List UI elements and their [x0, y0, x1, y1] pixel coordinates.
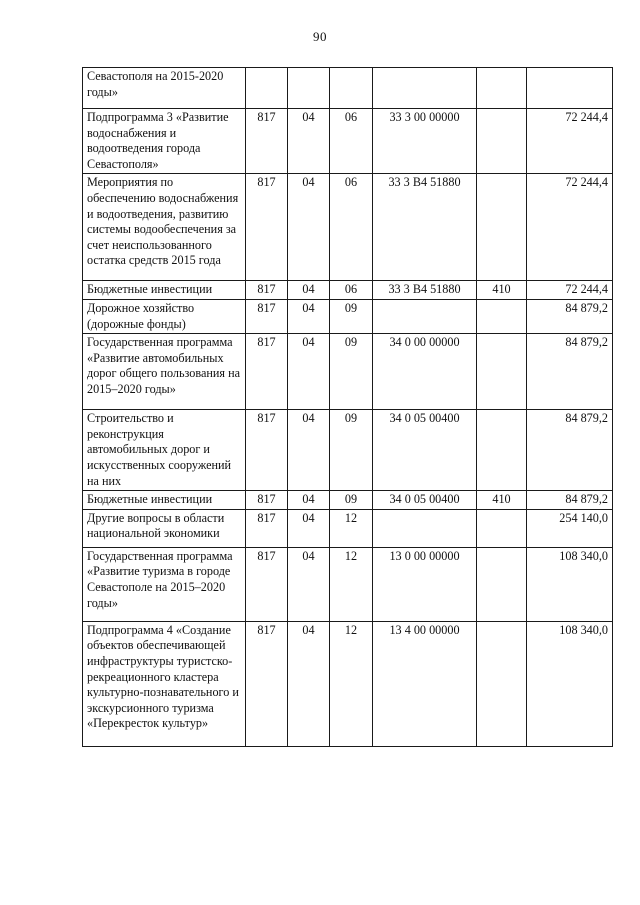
amount-cell: 84 879,2 [527, 299, 613, 333]
amount-cell: 108 340,0 [527, 621, 613, 746]
ministry-code-cell: 817 [246, 410, 288, 491]
target-article-cell [373, 509, 477, 547]
target-article-cell: 33 3 В4 51880 [373, 281, 477, 300]
item-name-cell: Бюджетные инвестиции [83, 491, 246, 510]
section-code-cell: 04 [288, 547, 330, 621]
amount-cell: 84 879,2 [527, 491, 613, 510]
table-row [83, 299, 613, 333]
section-code-cell: 04 [288, 621, 330, 746]
subsection-code-cell: 09 [330, 299, 373, 333]
expense-type-cell [477, 334, 527, 410]
section-code-cell: 04 [288, 109, 330, 174]
expense-type-cell [477, 174, 527, 281]
table-row [83, 334, 613, 410]
ministry-code-cell: 817 [246, 547, 288, 621]
amount-cell: 84 879,2 [527, 334, 613, 410]
page-number: 90 [313, 29, 327, 44]
budget-allocation-table [82, 67, 613, 747]
section-code-cell: 04 [288, 491, 330, 510]
expense-type-cell [477, 547, 527, 621]
amount-cell: 72 244,4 [527, 281, 613, 300]
expense-type-cell [477, 109, 527, 174]
item-name-cell: Дорожное хозяйство (дорожные фонды) [83, 299, 246, 333]
section-code-cell: 04 [288, 281, 330, 300]
section-code-cell: 04 [288, 334, 330, 410]
target-article-cell [373, 299, 477, 333]
subsection-code-cell: 12 [330, 547, 373, 621]
item-name-cell: Государственная программа «Развитие автомобильных дорог общего пользования на 2015–2020 годы» [83, 334, 246, 410]
subsection-code-cell: 06 [330, 281, 373, 300]
table-row [83, 491, 613, 510]
table-row [83, 621, 613, 746]
section-code-cell: 04 [288, 410, 330, 491]
section-code-cell: 04 [288, 174, 330, 281]
table-row [83, 509, 613, 547]
ministry-code-cell: 817 [246, 109, 288, 174]
expense-type-cell [477, 68, 527, 109]
item-name-cell: Севастополя на 2015-2020 годы» [83, 68, 246, 109]
target-article-cell: 13 4 00 00000 [373, 621, 477, 746]
amount-cell: 72 244,4 [527, 174, 613, 281]
target-article-cell: 34 0 05 00400 [373, 491, 477, 510]
ministry-code-cell: 817 [246, 299, 288, 333]
ministry-code-cell: 817 [246, 174, 288, 281]
table-row [83, 109, 613, 174]
ministry-code-cell [246, 68, 288, 109]
item-name-cell: Мероприятия по обеспечению водоснабжения и водоотведения, развитию системы водообеспечения за счет неиспользованного остатка средств 2015 года [83, 174, 246, 281]
amount-cell: 84 879,2 [527, 410, 613, 491]
item-name-cell: Строительство и реконструкция автомобильных дорог и искусственных сооружений на них [83, 410, 246, 491]
target-article-cell [373, 68, 477, 109]
section-code-cell [288, 68, 330, 109]
ministry-code-cell: 817 [246, 491, 288, 510]
subsection-code-cell: 09 [330, 410, 373, 491]
target-article-cell: 34 0 00 00000 [373, 334, 477, 410]
expense-type-cell [477, 509, 527, 547]
subsection-code-cell: 09 [330, 491, 373, 510]
ministry-code-cell: 817 [246, 334, 288, 410]
amount-cell: 72 244,4 [527, 109, 613, 174]
target-article-cell: 13 0 00 00000 [373, 547, 477, 621]
item-name-cell: Другие вопросы в области национальной экономики [83, 509, 246, 547]
target-article-cell: 34 0 05 00400 [373, 410, 477, 491]
expense-type-cell [477, 621, 527, 746]
expense-type-cell: 410 [477, 281, 527, 300]
target-article-cell: 33 3 00 00000 [373, 109, 477, 174]
item-name-cell: Бюджетные инвестиции [83, 281, 246, 300]
table-row [83, 281, 613, 300]
table-row [83, 68, 613, 109]
section-code-cell: 04 [288, 509, 330, 547]
amount-cell [527, 68, 613, 109]
subsection-code-cell: 12 [330, 621, 373, 746]
expense-type-cell: 410 [477, 491, 527, 510]
table-row [83, 410, 613, 491]
item-name-cell: Государственная программа «Развитие туризма в городе Севастополе на 2015–2020 годы» [83, 547, 246, 621]
table-row [83, 547, 613, 621]
target-article-cell: 33 3 В4 51880 [373, 174, 477, 281]
item-name-cell: Подпрограмма 3 «Развитие водоснабжения и водоотведения города Севастополя» [83, 109, 246, 174]
expense-type-cell [477, 299, 527, 333]
item-name-cell: Подпрограмма 4 «Создание объектов обеспечивающей инфраструктуры туристско-рекреационного кластера культурно-познавательного и экскурсионного туризма «Перекресток культур» [83, 621, 246, 746]
section-code-cell: 04 [288, 299, 330, 333]
table-row [83, 174, 613, 281]
subsection-code-cell [330, 68, 373, 109]
subsection-code-cell: 09 [330, 334, 373, 410]
ministry-code-cell: 817 [246, 509, 288, 547]
subsection-code-cell: 06 [330, 174, 373, 281]
ministry-code-cell: 817 [246, 281, 288, 300]
amount-cell: 254 140,0 [527, 509, 613, 547]
subsection-code-cell: 12 [330, 509, 373, 547]
amount-cell: 108 340,0 [527, 547, 613, 621]
ministry-code-cell: 817 [246, 621, 288, 746]
expense-type-cell [477, 410, 527, 491]
subsection-code-cell: 06 [330, 109, 373, 174]
